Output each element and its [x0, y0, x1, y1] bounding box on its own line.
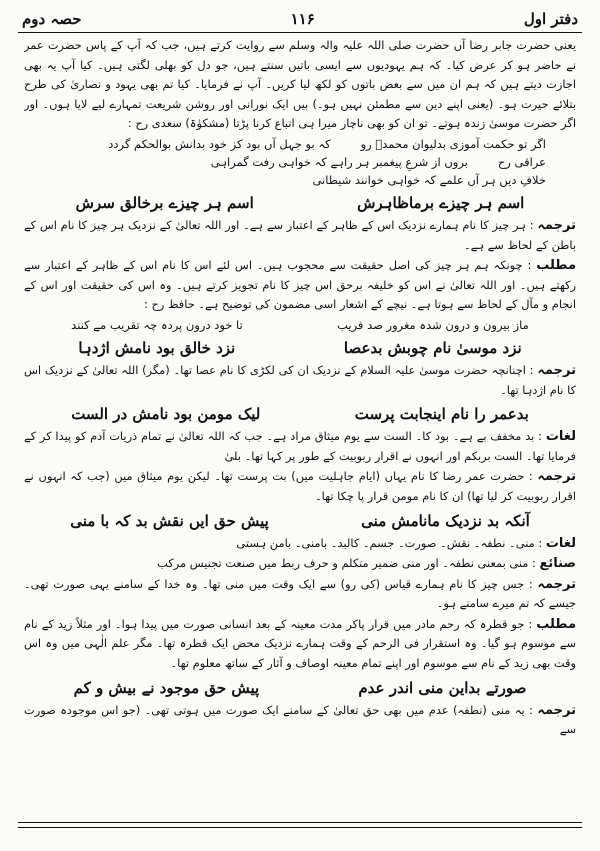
- vocabulary-paragraph: لغات : منی۔ نطفہ۔ نقش۔ صورت۔ جسم۔ کالبد۔ بامنی۔ بامن ہستی: [236, 535, 576, 551]
- persian-line: کہ بو جہل آں بود کز خود بدانش بوالحکم گردد: [108, 136, 331, 151]
- persian-row: [24, 171, 546, 189]
- persian-row: [24, 135, 546, 153]
- rhetoric-label: صنائع: [539, 556, 576, 572]
- couplet: [24, 401, 576, 427]
- book-title: دفتر اول: [523, 10, 578, 28]
- page-header: [22, 8, 578, 30]
- couplet-hemistich: اسم ہر چیزے برخالق سرش: [75, 193, 254, 212]
- translation-paragraph: ترجمہ : جس چیز کا نام ہمارے قیاس (کی رو) سے ایک وقت میں منی تھا۔ وہ خدا کے سامنے یہی صورت تھی۔ جیسے کہ تم میرے سامنے ہو۔: [24, 576, 576, 611]
- rhetoric-text: منی بمعنی نطفہ۔ اور منی ضمیر متکلم و حرف ربط میں صنعت تجنیس مرکب: [157, 556, 529, 571]
- vocabulary-text: بد مخفف بے ہے۔ بود کا۔ الست سے یوم میثاق مراد ہے۔ جب کہ اللہ تعالیٰ نے تمام ذریات آدم کو پیدا کر کے فرمایا تھا۔ الست بربکم اور انہوں نے اقرار ربوبیت کے طور پر کہا تھا۔ بلیٰ: [24, 429, 576, 463]
- couplet: [24, 508, 576, 534]
- translation-label: ترجمہ: [537, 469, 576, 485]
- intro-paragraph: یعنی حضرت جابر رضا آں حضرت صلی اللہ علیہ والہ وسلم سے روایت کرتے ہیں، جب کہ آپ کے پاس حضرت عمر نے حاضر ہو کر عرض کیا۔ کہ ہم یہودیوں سے ایسی باتیں سنتے ہیں، جو دل کو بھلی لگتی ہیں۔ کیا آپ یہ بھی اجازت دیتے ہیں کہ ہم ان میں سے بعض باتوں کو لکھ لیا کریں۔ آپ نے فرمایا۔ کیا تم بھی یہود و نصاریٰ کی طرح بتلائے حیرت ہو۔ (یعنی اپنے دین سے مطمئن نہیں ہو۔) بیں ایک نورانی اور روشن شریعت تمہارے لیے لایا ہوں۔ اور اگر حضرت موسیٰ زندہ ہوتے۔ تو ان کو بھی ناچار میرا ہی اتباع کرنا پڑتا (مشکوٰۃ) سعدی رح :: [24, 38, 576, 131]
- couplet-hemistich: پیش حق ایں نقش بد کہ با منی: [70, 511, 269, 530]
- hafiz-couplet: [24, 316, 576, 334]
- part-label: حصہ دوم: [22, 10, 82, 28]
- couplet-hemistich: اسم ہر چیزے برماظاہرش: [357, 193, 525, 212]
- vocabulary-label: لغات: [545, 535, 576, 551]
- page-number: ۱۱۶: [290, 10, 315, 28]
- couplet: [24, 335, 576, 361]
- vocabulary-text: منی۔ نطفہ۔ نقش۔ صورت۔ جسم۔ کالبد۔ بامنی۔ بامن ہستی: [236, 535, 535, 550]
- explanation-text: چونکہ ہم ہر چیز کی اصل حقیقت سے محجوب ہیں۔ اس لئے اس کا نام اس کے ظاہر کے اعتبار سے رکھتے ہیں۔ اور اللہ تعالیٰ نے اس کو خلیفہ برحق اس چیز کا نام تجویز کرتے ہیں۔ وہ اس کی حقیقت اور اس کے انجام و مآل کے لحاظ سے ہوتا ہے۔ نیچے کے اشعار اسی مضمون کی توضیح ہے۔ حافظ رح :: [24, 258, 576, 312]
- persian-attribution: عراقی رح: [497, 154, 546, 169]
- couplet-hemistich: تا خود درون پردہ چہ تقریب مے کنند: [71, 317, 243, 332]
- couplet-hemistich: ماز بیرون و درون شدہ مغرور صد فریب: [337, 317, 529, 332]
- explanation-paragraph: مطلب : چونکہ ہم ہر چیز کی اصل حقیقت سے محجوب ہیں۔ اس لئے اس کا نام اس کے ظاہر کے اعتبار سے رکھتے ہیں۔ اور اللہ تعالیٰ نے اس کو خلیفہ برحق اس چیز کا نام تجویز کرتے ہیں۔ وہ اس کی حقیقت اور اس کے انجام و مآل کے لحاظ سے ہوتا ہے۔ نیچے کے اشعار اسی مضمون کی توضیح ہے۔ حافظ رح :: [24, 258, 576, 312]
- footer-divider: [18, 827, 582, 828]
- couplet: [24, 675, 576, 701]
- translation-label: ترجمہ: [537, 576, 576, 592]
- persian-row: [24, 153, 546, 171]
- couplet-hemistich: نزد موسیٰ نام چوبش بدعصا: [343, 338, 522, 357]
- vocabulary-paragraph: لغات : بد مخفف بے ہے۔ بود کا۔ الست سے یوم میثاق مراد ہے۔ جب کہ اللہ تعالیٰ نے تمام ذریات آدم کو پیدا کر کے فرمایا تھا۔ الست بربکم اور انہوں نے اقرار ربوبیت کے طور پر کہا تھا۔ بلیٰ: [24, 429, 576, 463]
- translation-paragraph: ترجمہ : ہر چیز کا نام ہمارے نزدیک اس کے ظاہر کے اعتبار سے ہے۔ اور اللہ تعالیٰ کے نزدیک ہر چیز کا نام اس کے باطن کے لحاظ سے ہے۔: [24, 217, 576, 252]
- explanation-label: مطلب: [536, 616, 576, 632]
- couplet-hemistich: نزد خالق بود نامش اژدہا: [78, 338, 236, 357]
- persian-line: خلافِ دیں ہر آں علمے کہ خواہی خوانند شیطانی: [312, 172, 546, 187]
- translation-text: جس چیز کا نام ہمارے قیاس (کی رو) سے ایک وقت میں منی تھا۔ وہ خدا کے سامنے یہی صورت تھی۔ جیسے کہ تم میرے سامنے ہو۔: [24, 576, 576, 611]
- translation-text: ہر چیز کا نام ہمارے نزدیک اس کے ظاہر کے اعتبار سے ہے۔ اور اللہ تعالیٰ کے نزدیک ہر چیز کا نام اس کے باطن کے لحاظ سے ہے۔: [24, 217, 576, 252]
- translation-paragraph: ترجمہ : اچنانچہ حضرت موسیٰ علیہ السلام کے نزدیک ان کی لکڑی کا نام عصا تھا۔ (مگر) اللہ تعالیٰ کے نزدیک اس کا نام اژدہا تھا۔: [24, 362, 576, 397]
- translation-paragraph: ترجمہ : حضرت عمر رضا کا نام یہاں (ایام جاہلیت میں) بت پرست تھا۔ لیکن یوم میثاق میں (جب کہ انہوں نے اقرار ربوبیت کر لیا تھا) ان کا نام مومن قرار پا چکا تھا۔: [24, 469, 576, 503]
- persian-line: بروں از شرعِ پیغمبر ہر راہے کہ خواہی رفت گمراہی: [210, 154, 468, 169]
- rhetoric-paragraph: صنائع : منی بمعنی نطفہ۔ اور منی ضمیر متکلم و حرف ربط میں صنعت تجنیس مرکب: [157, 556, 576, 572]
- explanation-text: جو قطرہ کہ رحم مادر میں قرار پاکر مدت معینہ کے بعد انسانی صورت میں پیدا ہوا۔ اور مثلاً زید کے نام سے موسوم ہو گیا۔ وہ استقرار فی الرحم کے وقت ہمارے نزدیک محض ایک قطرہ تھا۔ مگر علم الٰہی میں وہ اس وقت بھی زید کے نام سے موسوم اور اپنے تمام معینہ اوصاف و آثار کے ساتھ معلوم تھا۔: [24, 616, 576, 671]
- translation-text: حضرت عمر رضا کا نام یہاں (ایام جاہلیت میں) بت پرست تھا۔ لیکن یوم میثاق میں (جب کہ انہوں نے اقرار ربوبیت کر لیا تھا) ان کا نام مومن قرار پا چکا تھا۔: [24, 469, 576, 503]
- header-divider: [18, 32, 582, 33]
- translation-label: ترجمہ: [537, 362, 576, 378]
- translation-label: ترجمہ: [537, 702, 576, 718]
- couplet: [24, 190, 576, 216]
- explanation-paragraph: مطلب : جو قطرہ کہ رحم مادر میں قرار پاکر مدت معینہ کے بعد انسانی صورت میں پیدا ہوا۔ اور مثلاً زید کے نام سے موسوم ہو گیا۔ وہ استقرار فی الرحم کے وقت ہمارے نزدیک محض ایک قطرہ تھا۔ مگر علم الٰہی میں وہ اس وقت بھی زید کے نام سے موسوم اور اپنے تمام معینہ اوصاف و آثار کے ساتھ معلوم تھا۔: [24, 616, 576, 671]
- translation-text: یہ منی (نطفہ) عدم میں بھی حق تعالیٰ کے سامنے ایک صورت میں ہوتی تھی۔ (جو اس موجودہ صورت سے: [24, 702, 576, 737]
- footer-divider: [18, 822, 582, 823]
- couplet-hemistich: پیش حق موجود نے بیش و کم: [73, 678, 260, 697]
- vocabulary-label: لغات: [545, 429, 576, 445]
- page-body: [24, 36, 576, 818]
- persian-line: اگر تو حکمت آموزی بدلیوان محمدؐ رو: [360, 136, 546, 151]
- explanation-label: مطلب: [536, 258, 576, 274]
- translation-paragraph: ترجمہ : یہ منی (نطفہ) عدم میں بھی حق تعالیٰ کے سامنے ایک صورت میں ہوتی تھی۔ (جو اس موجودہ صورت سے: [24, 702, 576, 737]
- couplet-hemistich: لیک مومن بود نامش در الست: [71, 405, 261, 424]
- couplet-hemistich: آنکہ بد نزدیک مانامش منی: [361, 511, 530, 530]
- translation-text: اچنانچہ حضرت موسیٰ علیہ السلام کے نزدیک ان کی لکڑی کا نام عصا تھا۔ (مگر) اللہ تعالیٰ کے نزدیک اس کا نام اژدہا تھا۔: [24, 362, 576, 397]
- couplet-hemistich: صورتے بداین منی اندر عدم: [358, 678, 527, 697]
- translation-label: ترجمہ: [537, 217, 576, 233]
- persian-verses: [24, 135, 576, 189]
- couplet-hemistich: بدعمر را نام اینجابت پرست: [354, 405, 529, 424]
